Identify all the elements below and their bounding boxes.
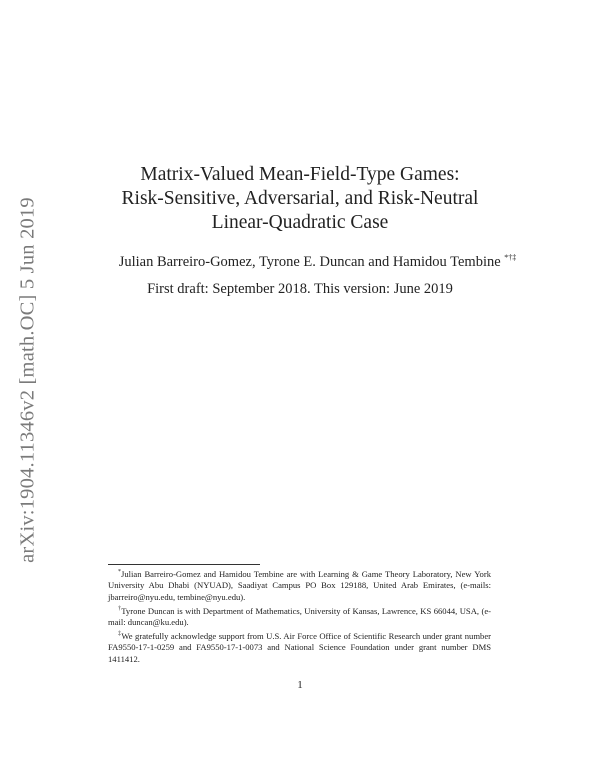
footnote-mark: † [118, 605, 122, 612]
page-number: 1 [297, 679, 303, 691]
footnote-acknowledgment [108, 629, 491, 666]
footnote-affiliation-nyuad [108, 567, 491, 604]
arxiv-identifier-stamp [8, 197, 48, 563]
footnote-mark: * [118, 569, 121, 575]
footnotes-section [108, 567, 491, 665]
title-line-1: Matrix-Valued Mean-Field-Type Games: [140, 164, 460, 185]
title-line-2: Risk-Sensitive, Adversarial, and Risk-Neutral [121, 188, 479, 209]
footnote-text: Julian Barreiro-Gomez and Hamidou Tembine are with Learning & Game Theory Laboratory, New York University Abu Dhabi (NYUAD), Saadiyat Campus PO Box 129188, United Arab Emirates, (e-mails: jbarreiro@nyu.edu, tembine@nyu.edu). [108, 568, 491, 603]
footnote-affiliation-kansas [108, 604, 491, 629]
footnote-text: Tyrone Duncan is with Department of Mathematics, University of Kansas, Lawrence, KS 66044, USA, (e-mail: duncan@ku.edu). [108, 605, 492, 628]
paper-title [0, 163, 600, 235]
title-line-3: Linear-Quadratic Case [211, 212, 389, 233]
footnote-divider [108, 564, 260, 565]
footnote-mark: ‡ [118, 630, 122, 637]
arxiv-identifier-text: arXiv:1904.11346v2 [math.OC] 5 Jun 2019 [16, 197, 39, 563]
author-names: Julian Barreiro-Gomez, Tyrone E. Duncan and Hamidou Tembine [118, 253, 505, 270]
draft-version-info: First draft: September 2018. This version: June 2019 [147, 281, 453, 297]
author-footnote-marks: *†‡ [504, 253, 517, 262]
footnote-text: We gratefully acknowledge support from U.S. Air Force Office of Scientific Research under grant number FA9550-17-1-0259 and FA9550-17-1-0073 and National Science Foundation under grant number DMS 1411412. [108, 630, 491, 664]
author-list [100, 253, 535, 271]
